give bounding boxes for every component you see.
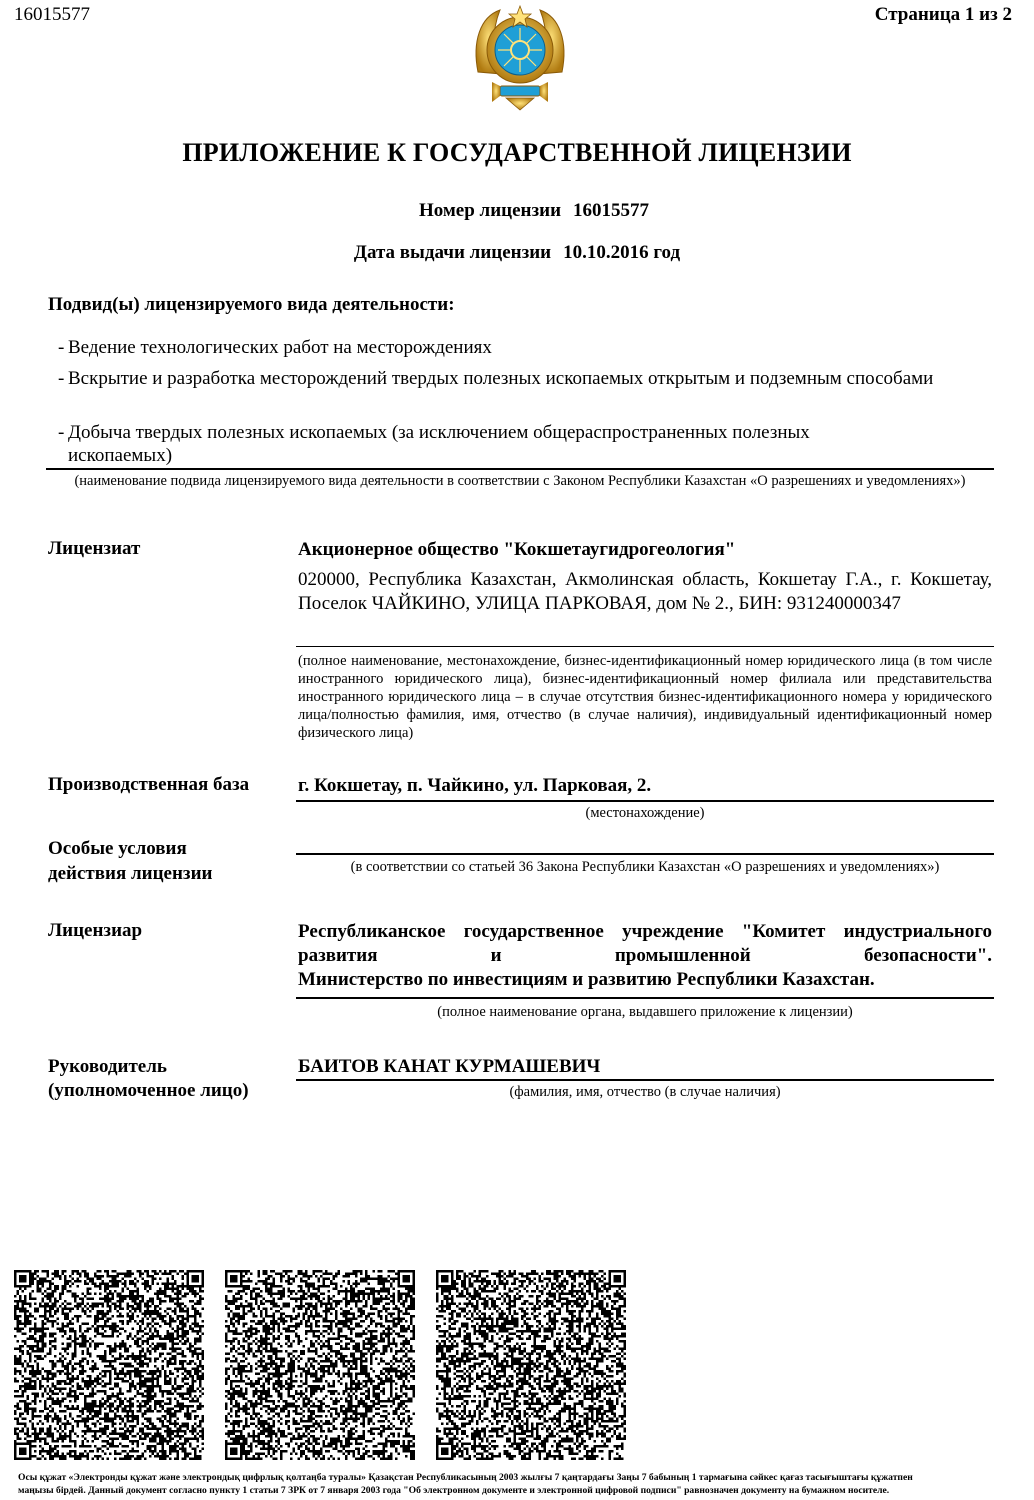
license-date-row [0,242,1034,264]
head-caption: (фамилия, имя, отчество (в случае наличия) [509,1084,781,1100]
head-label-line2: (уполномоченное лицо) [48,1080,249,1101]
licensor-line2: Министерство по инвестициям и развитию Республики Казахстан. [298,969,875,990]
licensor-caption: (полное наименование органа, выдавшего приложение к лицензии) [437,1004,853,1020]
activity-item [58,336,958,359]
qr-code-icon [225,1270,415,1460]
license-number-value: 16015577 [573,200,650,221]
header-doc-number: 16015577 [14,4,90,25]
licensee-name: Акционерное общество "Кокшетаугидрогеология" [298,539,736,560]
head-divider [296,1079,994,1081]
activity-text: Добыча твердых полезных ископаемых (за исключением общераспространенных полезных ископаемых) [68,422,810,466]
licensee-address: 020000, Республика Казахстан, Акмолинская область, Кокшетау Г.А., г. Кокшетау, Поселок ЧАЙКИНО, УЛИЦА ПАРКОВАЯ, дом № 2., БИН: 931240000347 [298,569,992,614]
list-dash: - [58,337,65,358]
production-base-value: г. Кокшетау, п. Чайкино, ул. Парковая, 2. [298,775,652,796]
qr-code-icon [436,1270,626,1460]
special-conditions-divider [296,853,994,855]
list-dash: - [58,368,65,389]
license-number-label: Номер лицензии [418,200,562,221]
production-base-caption: (местонахождение) [585,805,705,821]
activity-text: Ведение технологических работ на месторождениях [68,337,492,358]
special-conditions-label-line1: Особые условия [48,838,187,859]
footer-line2: маңызы бірдей. Данный документ согласно пункту 1 статьи 7 ЗРК от 7 января 2003 года "Об электронном документе и электронной цифровой подписи" равнозначен документу на бумажном носителе. [18,1485,890,1496]
production-base-divider [296,800,994,802]
licensor-divider [296,997,994,999]
licensor-label: Лицензиар [48,920,143,941]
licensee-caption: (полное наименование, местонахождение, бизнес-идентификационный номер юридического лица (в том числе иностранного юридического лица), бизнес-идентификационный номер филиала или представительства иностранного юридического лица – в случае отсутствия бизнес-идентификационного номера у юридического лица/полностью фамилия, имя, отчество (в случае наличия), индивидуальный идентификационный номер физического лица) [298,653,992,741]
page-indicator: Страница 1 из 2 [874,4,1012,25]
license-number-row [0,200,1034,222]
license-date-value: 10.10.2016 год [563,242,681,263]
qr-code-icon [14,1270,204,1460]
special-conditions-caption: (в соответствии со статьей 36 Закона Республики Казахстан «О разрешениях и уведомлениях») [350,859,940,875]
head-label-line1: Руководитель [48,1056,167,1077]
head-name: БАИТОВ КАНАТ КУРМАШЕВИЧ [298,1056,601,1077]
activity-text: Вскрытие и разработка месторождений твердых полезных ископаемых открытым и подземным способами [68,368,934,389]
special-conditions-label-line2: действия лицензии [48,863,213,884]
footer-line1: Осы құжат «Электронды құжат және электрондық цифрлық қолтаңба туралы» Қазақстан Республикасының 2003 жылғы 7 қаңтардағы Заңы 7 бабының 1 тармағына сәйкес қағаз тасығыштағы құжатпен [18,1472,913,1483]
list-dash: - [58,422,65,443]
document-title: ПРИЛОЖЕНИЕ К ГОСУДАРСТВЕННОЙ ЛИЦЕНЗИИ [182,138,852,167]
production-base-label: Производственная база [48,774,250,795]
activities-caption: (наименование подвида лицензируемого вида деятельности в соответствии с Законом Республики Казахстан «О разрешениях и уведомлениях») [74,473,966,489]
activities-heading: Подвид(ы) лицензируемого вида деятельности: [48,294,455,315]
licensor-line1: Республиканское государственное учреждение "Комитет индустриального развития и промышленной безопасности". [298,921,992,966]
activity-item [58,367,938,390]
licensee-divider [296,646,994,647]
license-date-label: Дата выдачи лицензии [353,242,552,263]
state-emblem-icon [470,2,570,114]
activity-item [58,421,898,467]
activities-divider [46,468,994,470]
licensee-label: Лицензиат [48,538,141,559]
